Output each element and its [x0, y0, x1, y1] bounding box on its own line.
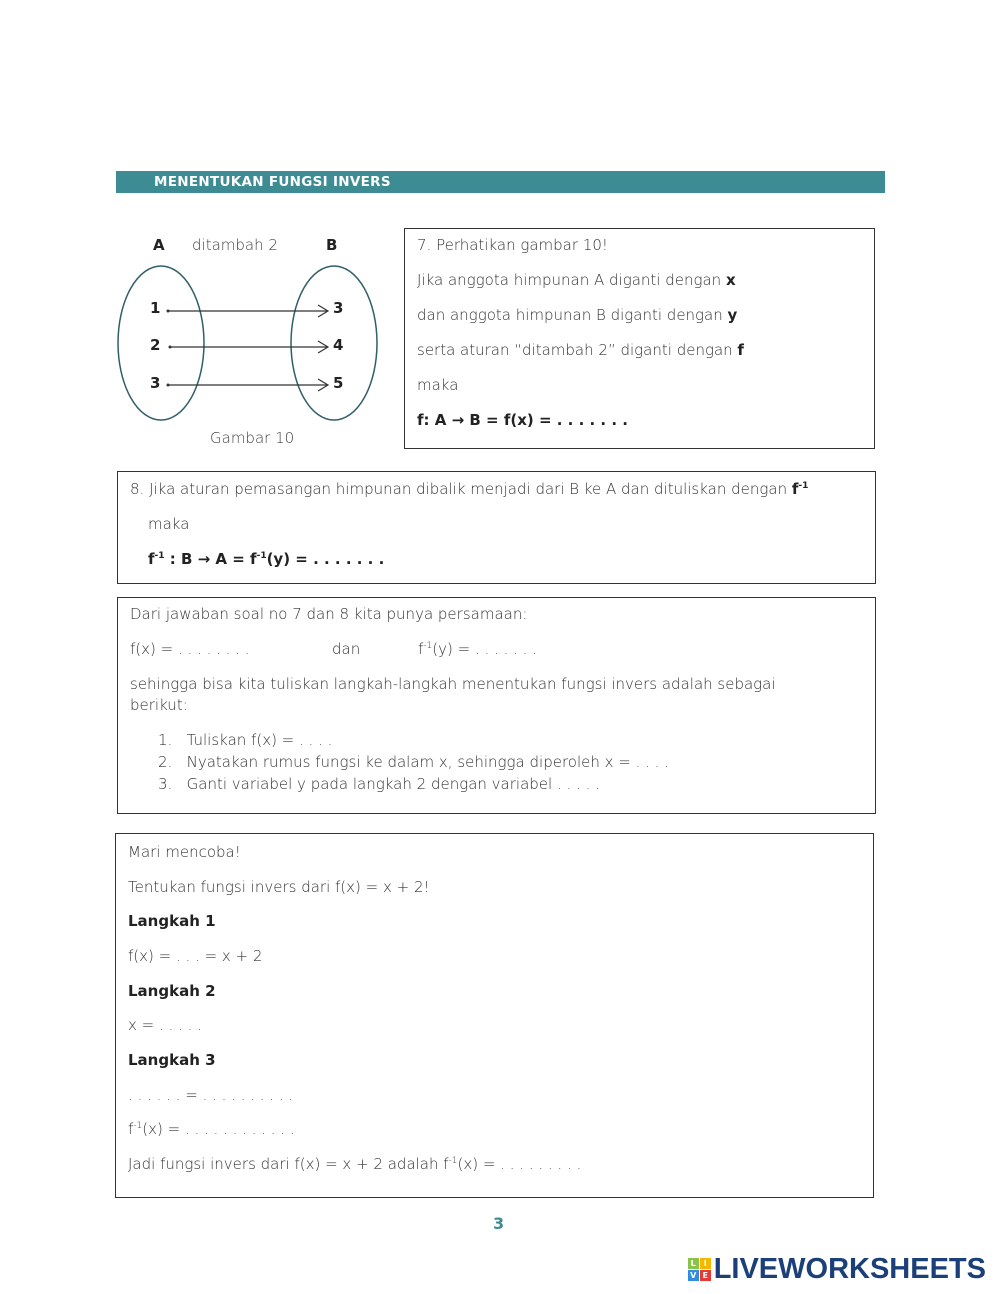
q8-line: 8. Jika aturan pemasangan himpunan dibalik menjadi dari B ke A dan dituliskan dengan $f^{-1}$ — [130, 480, 809, 498]
step-heading: Langkah 2 — [128, 982, 216, 1000]
b-item: 5 — [333, 374, 344, 392]
step-heading: Langkah 3 — [128, 1051, 216, 1069]
finv-blank[interactable]: $f^{-1}(y)$ = . . . . . . . — [418, 640, 537, 658]
arrow — [170, 341, 328, 353]
arrow — [168, 379, 328, 391]
b-item: 3 — [333, 299, 344, 317]
q7-title: 7. Perhatikan gambar 10! — [417, 236, 608, 254]
fx-blank[interactable]: f(x) = . . . . . . . . — [130, 640, 250, 658]
conclusion-blank[interactable]: Jadi fungsi invers dari f(x) = x + 2 adalah $f^{-1}(x)$ = . . . . . . . . . — [128, 1155, 582, 1173]
summary-line: berikut: — [130, 696, 188, 714]
a-item: 3 — [150, 374, 161, 392]
a-item: 2 — [150, 336, 161, 354]
practice-box — [115, 833, 874, 1198]
finv-result-blank[interactable]: $f^{-1}(x)$ = . . . . . . . . . . . . — [128, 1120, 295, 1138]
q8-line: maka — [148, 515, 190, 533]
practice-line: Mari mencoba! — [128, 843, 241, 861]
step-item: 1. Tuliskan f(x) = . . . . — [158, 731, 333, 749]
page-number: 3 — [493, 1214, 505, 1233]
step-item: 3. Ganti variabel y pada langkah 2 dengan variabel . . . . . — [158, 775, 600, 793]
set-b-label: B — [326, 236, 338, 254]
question-8-box — [117, 471, 876, 584]
q7-line: Jika anggota himpunan A diganti dengan x — [417, 271, 736, 289]
summary-line: Dari jawaban soal no 7 dan 8 kita punya persamaan: — [130, 605, 528, 623]
logo-text: LIVEWORKSHEETS — [713, 1253, 986, 1285]
q7-line: maka — [417, 376, 459, 394]
set-a-label: A — [153, 236, 165, 254]
b-item: 4 — [333, 336, 344, 354]
q8-answer-line[interactable]: $f^{-1}$ : $B \to A = f^{-1}(y)$ = . . . . . . . — [148, 550, 385, 568]
a-item: 1 — [150, 299, 161, 317]
q7-answer-line[interactable]: f: A → B = f(x) = . . . . . . . — [417, 411, 628, 429]
section-title: MENENTUKAN FUNGSI INVERS — [154, 174, 391, 190]
arrow — [168, 305, 328, 317]
step-3-blank[interactable]: . . . . . . = . . . . . . . . . . — [128, 1086, 294, 1104]
mapping-diagram — [110, 225, 400, 455]
step-2-blank[interactable]: x = . . . . . — [128, 1016, 202, 1034]
rule-label: ditambah 2 — [192, 236, 278, 254]
summary-box — [117, 597, 876, 814]
section-header — [116, 171, 885, 193]
liveworksheets-logo — [688, 1253, 986, 1286]
q7-line: dan anggota himpunan B diganti dengan y — [417, 306, 738, 324]
figure-caption: Gambar 10 — [210, 429, 295, 447]
summary-line: sehingga bisa kita tuliskan langkah-langkah menentukan fungsi invers adalah sebagai — [130, 675, 776, 693]
step-heading: Langkah 1 — [128, 912, 216, 930]
step-1-blank[interactable]: f(x) = . . . = x + 2 — [128, 947, 263, 965]
step-item: 2. Nyatakan rumus fungsi ke dalam x, sehingga diperoleh x = . . . . — [158, 753, 669, 771]
practice-line: Tentukan fungsi invers dari f(x) = x + 2! — [128, 878, 430, 896]
summary-dan: dan — [332, 640, 361, 658]
question-7-box — [404, 228, 875, 449]
set-a-ellipse — [118, 266, 204, 420]
q7-line: serta aturan “ditambah 2” diganti dengan f — [417, 341, 744, 359]
logo-tiles-icon: L I V E — [688, 1258, 711, 1281]
